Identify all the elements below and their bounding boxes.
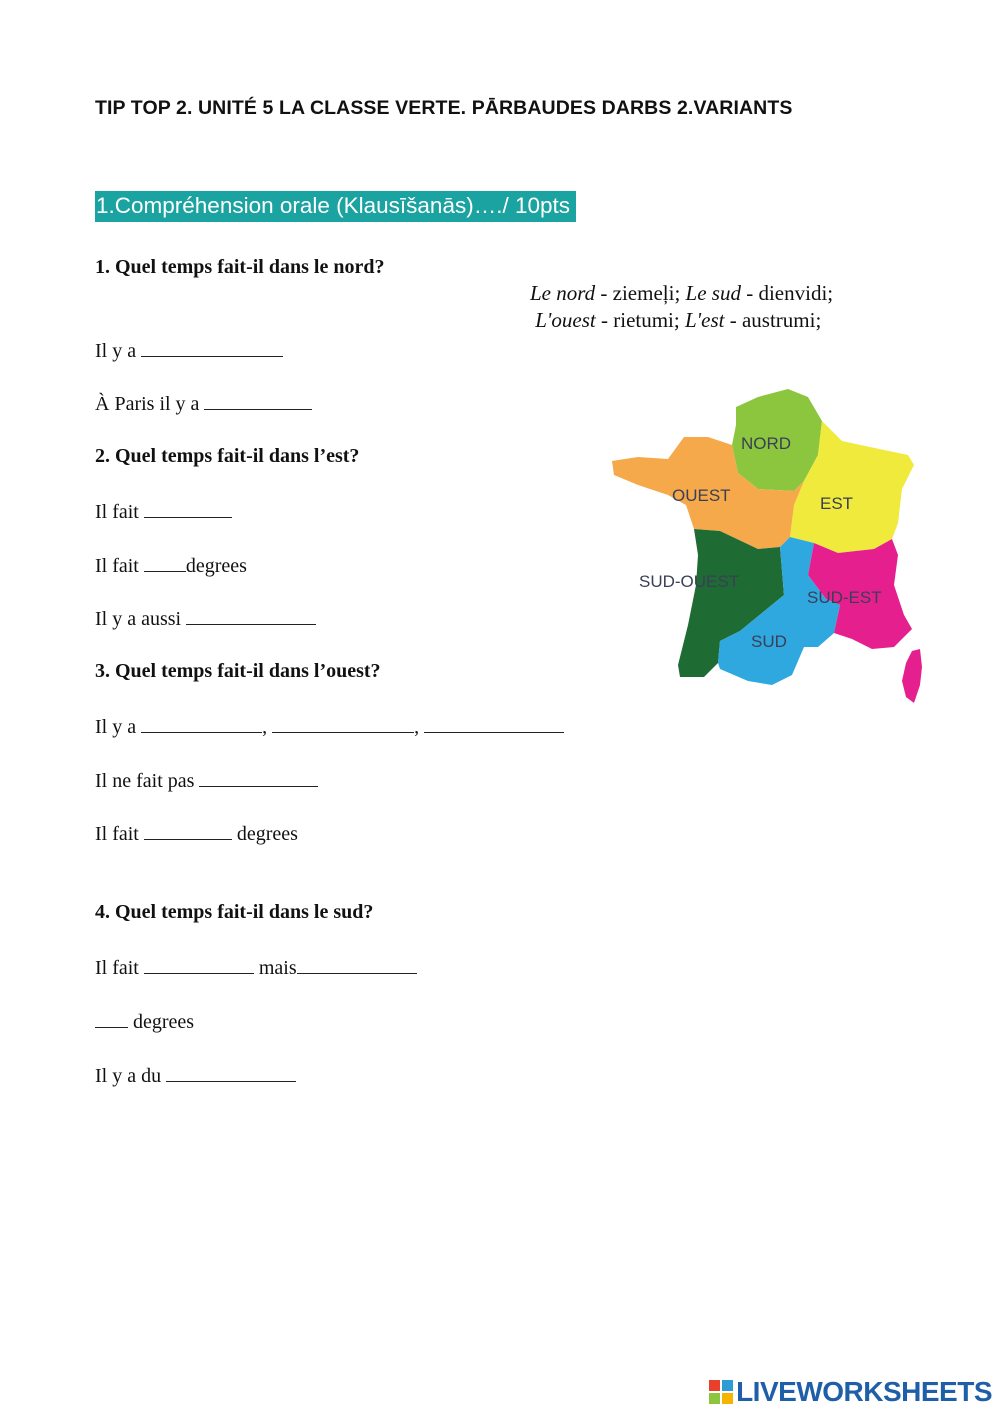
answer-line-3a: Il y a , , bbox=[95, 714, 564, 739]
answer-blank[interactable] bbox=[204, 391, 312, 410]
question-3: 3. Quel temps fait-il dans l’ouest? bbox=[95, 660, 381, 682]
line-text: degrees bbox=[185, 555, 247, 577]
answer-blank[interactable] bbox=[424, 714, 564, 733]
answer-blank[interactable] bbox=[144, 553, 186, 572]
vocab-est-translation: - austrumi; bbox=[724, 308, 822, 332]
map-label-nord: NORD bbox=[741, 434, 792, 453]
answer-line-1a bbox=[95, 338, 283, 363]
answer-line-3c bbox=[95, 821, 298, 846]
answer-blank[interactable] bbox=[297, 955, 417, 974]
vocab-est: L'est bbox=[684, 308, 725, 332]
vocab-nord-translation: - ziemeļi; bbox=[595, 281, 686, 305]
line-text: Il y a du bbox=[95, 1065, 162, 1087]
line-text: À Paris il y a bbox=[95, 393, 200, 415]
answer-line-2b bbox=[95, 553, 247, 578]
answer-blank[interactable] bbox=[166, 1063, 296, 1082]
answer-blank[interactable] bbox=[141, 338, 283, 357]
answer-blank[interactable] bbox=[144, 821, 232, 840]
vocab-ouest-translation: - rietumi; bbox=[595, 308, 685, 332]
map-label-sud-ouest: SUD-OUEST bbox=[639, 572, 740, 591]
liveworksheets-logo-icon bbox=[709, 1380, 733, 1404]
answer-blank[interactable] bbox=[272, 714, 414, 733]
answer-line-2c bbox=[95, 606, 316, 631]
answer-line-2a bbox=[95, 499, 232, 524]
answer-blank[interactable] bbox=[186, 606, 316, 625]
vocab-ouest: L'ouest bbox=[535, 308, 596, 332]
line-text: Il y a bbox=[95, 340, 137, 362]
line-text: mais bbox=[258, 957, 297, 979]
france-regions-map bbox=[608, 385, 928, 710]
answer-blank[interactable] bbox=[144, 955, 254, 974]
line-text: Il y a bbox=[95, 716, 137, 738]
vocabulary-box bbox=[530, 280, 833, 334]
line-text: Il fait bbox=[95, 555, 139, 577]
line-text: degrees bbox=[133, 1011, 195, 1033]
line-text: Il fait bbox=[95, 501, 139, 523]
vocab-nord: Le nord bbox=[530, 281, 596, 305]
answer-line-4b bbox=[95, 1009, 194, 1034]
question-2: 2. Quel temps fait-il dans l’est? bbox=[95, 445, 360, 467]
map-label-sud-est: SUD-EST bbox=[807, 588, 882, 607]
answer-blank[interactable] bbox=[199, 768, 318, 787]
question-4: 4. Quel temps fait-il dans le sud? bbox=[95, 901, 374, 923]
vocab-sud-translation: - dienvidi; bbox=[740, 281, 834, 305]
line-text: Il ne fait pas bbox=[95, 770, 195, 792]
worksheet-title: TIP TOP 2. UNITÉ 5 LA CLASSE VERTE. PĀRBAUDES DARBS 2.VARIANTS bbox=[95, 97, 793, 119]
answer-line-3b bbox=[95, 768, 318, 793]
answer-blank[interactable] bbox=[141, 714, 262, 733]
section-heading: 1.Compréhension orale (Klausīšanās)…./ 10pts bbox=[95, 191, 576, 222]
answer-blank[interactable] bbox=[95, 1009, 128, 1028]
answer-line-4c bbox=[95, 1063, 296, 1088]
answer-line-1b bbox=[95, 391, 312, 416]
vocab-sud: Le sud bbox=[685, 281, 741, 305]
line-text: Il y a aussi bbox=[95, 608, 182, 630]
map-label-sud: SUD bbox=[751, 632, 787, 651]
line-text: degrees bbox=[236, 823, 298, 845]
map-label-ouest: OUEST bbox=[672, 486, 731, 505]
line-text: Il fait bbox=[95, 957, 139, 979]
liveworksheets-logo bbox=[709, 1376, 992, 1408]
region-corsica bbox=[902, 649, 922, 703]
map-label-est: EST bbox=[820, 494, 854, 513]
line-text: Il fait bbox=[95, 823, 139, 845]
question-1: 1. Quel temps fait-il dans le nord? bbox=[95, 256, 385, 278]
answer-blank[interactable] bbox=[144, 499, 232, 518]
liveworksheets-brand: LIVEWORKSHEETS bbox=[736, 1376, 992, 1407]
answer-line-4a bbox=[95, 955, 417, 980]
